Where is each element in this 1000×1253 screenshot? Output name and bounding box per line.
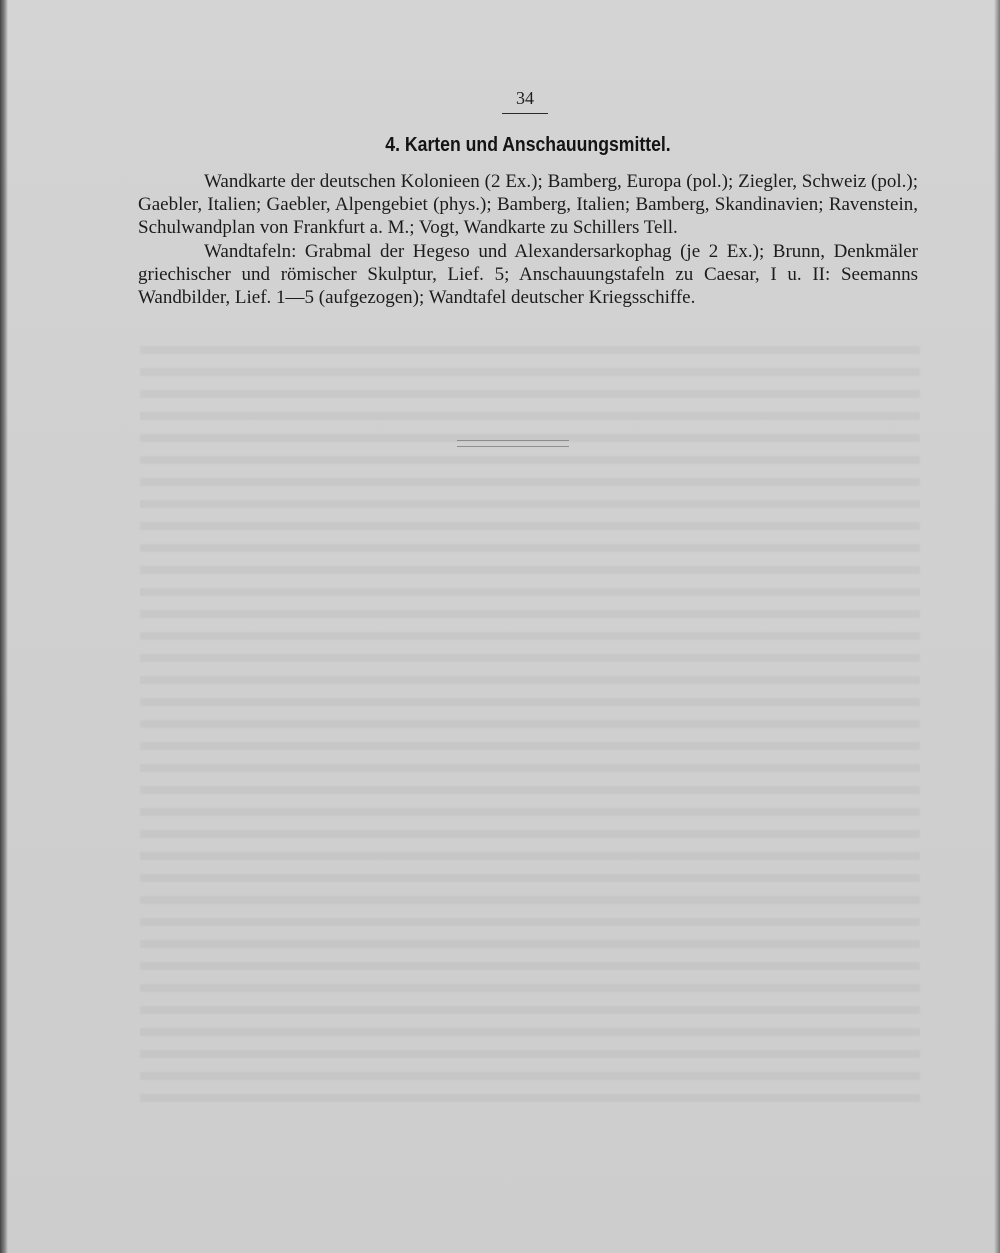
- page-number-underline: [502, 113, 548, 114]
- paragraph-wall-charts: Wandtafeln: Grabmal der Hegeso und Alexandersarkophag (je 2 Ex.); Brunn, Denkmäler griechischer und römischer Skulptur, Lief. 5; Anschauungstafeln zu Caesar, I u. II: Seemanns Wandbilder, Lief. 1—5 (aufgezogen); Wandtafel deutscher Kriegsschiffe.: [138, 240, 918, 309]
- section-divider-rule: [457, 440, 569, 441]
- show-through-texture: [140, 332, 920, 1112]
- page-edge-shadow-left: [0, 0, 8, 1253]
- section-heading: 4. Karten und Anschauungsmittel.: [385, 133, 671, 156]
- paragraph-wall-maps: Wandkarte der deutschen Kolonieen (2 Ex.); Bamberg, Europa (pol.); Ziegler, Schweiz (pol.); Gaebler, Italien; Gaebler, Alpengebiet (phys.); Bamberg, Italien; Bamberg, Skandinavien; Ravenstein, Schulwandplan von Frankfurt a. M.; Vogt, Wandkarte zu Schillers Tell.: [138, 171, 918, 239]
- page-number: 34: [516, 88, 534, 108]
- body-text: [138, 170, 918, 309]
- section-divider-rule: [457, 446, 569, 447]
- page-edge-shadow-right: [994, 0, 1000, 1253]
